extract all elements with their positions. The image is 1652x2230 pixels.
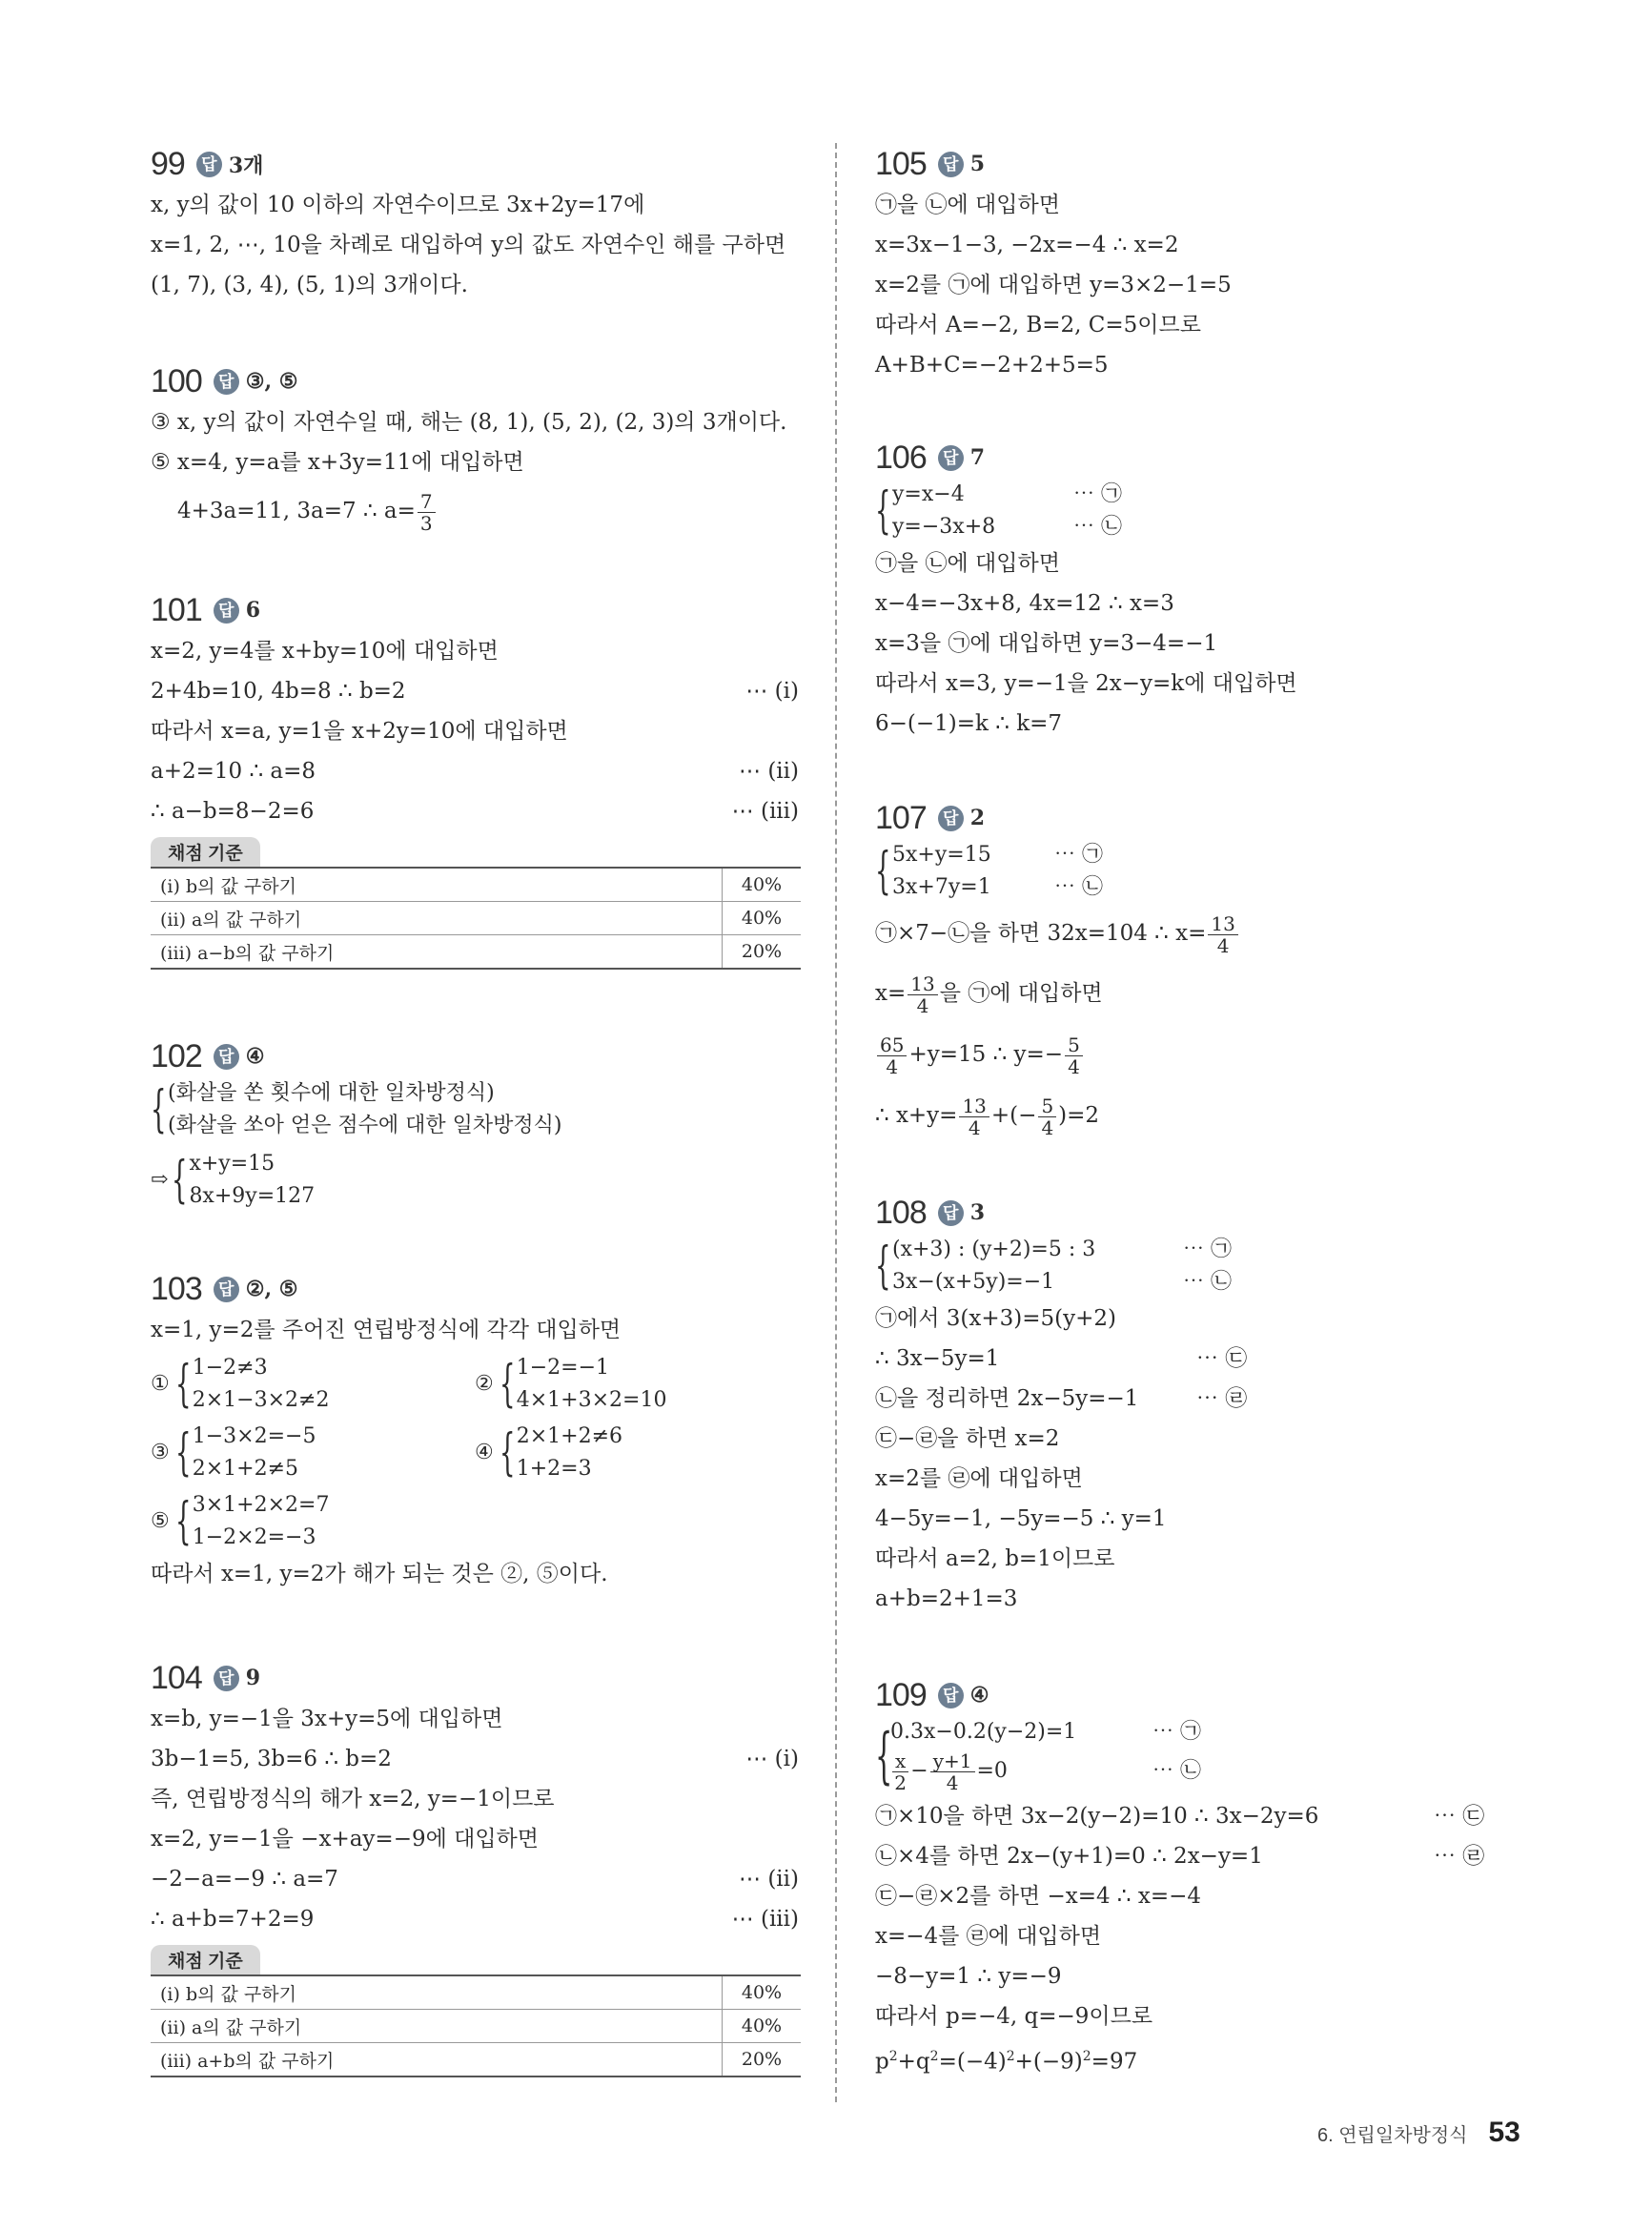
equation (890, 1716, 1234, 1747)
answer-badge: 답 (938, 1683, 964, 1708)
solution-line: (1, 7), (3, 4), (5, 1)의 3개이다. (151, 273, 468, 297)
problem-107 (875, 797, 1523, 1146)
exponent: 2 (888, 2049, 898, 2064)
solution-line: 즉, 연립방정식의 해가 x=2, y=−1이므로 (151, 1787, 555, 1811)
answer: ③, ⑤ (245, 369, 298, 394)
fraction (930, 1750, 975, 1793)
equation (892, 839, 1140, 871)
solution-line: x=2, y=−1을 −x+ay=−9에 대입하면 (151, 1827, 539, 1852)
answer: 6 (245, 598, 261, 623)
solution-line (151, 751, 799, 791)
text: 3x+7y=1 (892, 875, 991, 899)
equation: 1+2=3 (516, 1457, 592, 1481)
denominator: 4 (1068, 1054, 1080, 1078)
criteria-percent: 40% (723, 2010, 802, 2043)
criteria-percent: 20% (723, 2043, 802, 2077)
text: 3b−1=5, 3b=6 ∴ b=2 (151, 1747, 392, 1771)
answer-badge: 답 (214, 598, 239, 624)
brace: { (174, 1493, 192, 1550)
text: 을 ㉠에 대입하면 (939, 981, 1103, 1006)
text: ㉠×10을 하면 3x−2(y−2)=10 ∴ 3x−2y=6 (875, 1804, 1319, 1829)
denominator: 4 (886, 1054, 899, 1078)
criteria-title: 채점 기준 (151, 837, 260, 867)
criteria-item: (i) b의 값 구하기 (151, 868, 723, 902)
exponent: 2 (1006, 2049, 1015, 2064)
page-footer (1317, 2117, 1520, 2149)
solution-line: 따라서 x=a, y=1을 x+2y=10에 대입하면 (151, 719, 568, 744)
option-row (151, 1421, 799, 1485)
solution-line: A+B+C=−2+2+5=5 (875, 353, 1109, 378)
text: y=−3x+8 (892, 515, 996, 539)
solution-line (875, 1024, 1523, 1085)
equation-marker: ⋯ ㉡ (1054, 875, 1103, 899)
numerator: 65 (877, 1034, 907, 1056)
solution-line (151, 791, 799, 831)
problem-number: 107 (875, 799, 927, 836)
problem-number: 109 (875, 1676, 927, 1713)
criteria-percent: 40% (723, 868, 802, 902)
solution-line (875, 1379, 1523, 1419)
table-row (151, 2043, 801, 2077)
text: 3x−(x+5y)=−1 (892, 1270, 1055, 1294)
equation-marker: ⋯ ㉠ (1054, 843, 1103, 867)
step-marker: ⋯ (ii) (739, 759, 799, 784)
text: −2−a=−9 ∴ a=7 (151, 1867, 338, 1892)
option-3 (151, 1421, 475, 1485)
solution-line: 6−(−1)=k ∴ k=7 (875, 711, 1063, 736)
criteria-table (151, 1974, 801, 2077)
text: ∴ a+b=7+2=9 (151, 1907, 315, 1932)
equation-marker: ⋯ ㉣ (1196, 1386, 1248, 1411)
equation: 2×1+2≠5 (192, 1457, 299, 1481)
text: a+2=10 ∴ a=8 (151, 759, 316, 784)
criteria-title: 채점 기준 (151, 1945, 260, 1974)
problem-100 (151, 360, 799, 540)
equation-system (875, 1716, 1523, 1796)
solution-line: −8−y=1 ∴ y=−9 (875, 1964, 1062, 1989)
problem-104 (151, 1657, 799, 2077)
numerator: 13 (959, 1095, 989, 1117)
answer: ④ (969, 1683, 989, 1708)
numerator: 13 (1208, 913, 1237, 935)
equation-system (151, 1148, 799, 1213)
solution-line: x=2를 ㉣에 대입하면 (875, 1466, 1083, 1491)
option-number: ⑤ (151, 1509, 170, 1533)
step-marker: ⋯ (i) (745, 1747, 799, 1771)
text: +y=15 ∴ y=− (908, 1042, 1064, 1067)
equation (892, 511, 1140, 543)
answer: ④ (245, 1044, 265, 1069)
solution-line: x=2를 ㉠에 대입하면 y=3×2−1=5 (875, 273, 1232, 297)
criteria-percent: 20% (723, 935, 802, 970)
equation (892, 479, 1140, 511)
answer-badge: 답 (214, 369, 239, 395)
solution-line (875, 1796, 1523, 1836)
problem-number: 103 (151, 1270, 202, 1307)
solution-line (875, 2036, 1523, 2077)
equation: 2×1−3×2≠2 (192, 1388, 330, 1412)
numerator: 7 (418, 491, 436, 513)
solution-line: a+b=2+1=3 (875, 1586, 1018, 1611)
text: p (875, 2049, 889, 2075)
criteria-item: (iii) a−b의 값 구하기 (151, 935, 723, 970)
solution-line (151, 1739, 799, 1779)
solution-line (151, 482, 799, 540)
problem-99 (151, 143, 799, 305)
fraction (1065, 1034, 1083, 1077)
problem-number: 102 (151, 1037, 202, 1074)
table-row (151, 1975, 801, 2010)
step-marker: ⋯ (ii) (739, 1867, 799, 1892)
numerator: y+1 (930, 1750, 975, 1772)
fraction (877, 1034, 907, 1077)
denominator: 2 (894, 1770, 907, 1794)
equation: (화살을 쏘아 얻은 점수에 대한 일차방정식) (168, 1114, 562, 1137)
step-marker: ⋯ (iii) (731, 799, 799, 824)
option-5 (151, 1489, 475, 1554)
fraction (959, 1095, 989, 1138)
step-marker: ⋯ (i) (745, 679, 799, 704)
answer-badge: 답 (214, 1666, 239, 1691)
option-4 (475, 1421, 799, 1485)
equation: 2×1+2≠6 (516, 1424, 623, 1448)
answer-badge: 답 (938, 152, 964, 177)
column-divider (835, 143, 837, 2102)
problem-number: 108 (875, 1194, 927, 1231)
solution-line: ㉠을 ㉡에 대입하면 (875, 551, 1060, 576)
solution-line: x=−4를 ㉣에 대입하면 (875, 1924, 1102, 1949)
text: =97 (1091, 2049, 1138, 2075)
brace: { (875, 1238, 891, 1295)
equation (892, 871, 1140, 904)
solution-line: x−4=−3x+8, 4x=12 ∴ x=3 (875, 591, 1174, 616)
problem-number: 100 (151, 362, 202, 399)
fraction (418, 491, 436, 534)
solution-line: x=3을 ㉠에 대입하면 y=3−4=−1 (875, 631, 1218, 656)
solution-line (875, 1085, 1523, 1146)
answer-badge: 답 (214, 1044, 239, 1070)
problem-108 (875, 1192, 1523, 1619)
solution-line (875, 904, 1523, 963)
solution-line: ㉠을 ㉡에 대입하면 (875, 193, 1060, 217)
option-1 (151, 1352, 475, 1417)
fraction (908, 973, 937, 1016)
brace: { (174, 1424, 192, 1482)
text: =(−4) (938, 2049, 1007, 2075)
numerator: 5 (1065, 1034, 1083, 1056)
solution-line: ㉠에서 3(x+3)=5(y+2) (875, 1306, 1116, 1331)
text: )=2 (1058, 1103, 1100, 1128)
option-number: ③ (151, 1441, 170, 1464)
answer: ②, ⑤ (245, 1277, 298, 1301)
solution-line: 따라서 p=−4, q=−9이므로 (875, 2004, 1153, 2029)
answer: 3 (969, 1200, 986, 1225)
fraction (1038, 1095, 1056, 1138)
equation-system (875, 479, 1523, 543)
criteria-item: (i) b의 값 구하기 (151, 1975, 723, 2010)
text: 5x+y=15 (892, 843, 991, 867)
text: ∴ 3x−5y=1 (875, 1346, 1000, 1371)
option-2 (475, 1352, 799, 1417)
option-number: ④ (475, 1441, 494, 1464)
solution-line: ㉢−㉣을 하면 x=2 (875, 1426, 1060, 1451)
option-row (151, 1489, 799, 1554)
equation: (화살을 쏜 횟수에 대한 일차방정식) (168, 1081, 495, 1105)
text: +q (897, 2049, 930, 2075)
problem-109 (875, 1674, 1523, 2077)
solution-line (875, 1339, 1523, 1379)
criteria-percent: 40% (723, 1975, 802, 2010)
fraction (892, 1750, 908, 1793)
answer: 2 (969, 806, 986, 830)
option-number: ② (475, 1372, 494, 1396)
solution-line (151, 671, 799, 711)
equation-system (875, 839, 1523, 904)
numerator: 5 (1038, 1095, 1056, 1117)
answer: 5 (969, 152, 986, 176)
text: y=x−4 (892, 482, 965, 506)
brace: { (875, 1721, 893, 1791)
equation: 8x+9y=127 (189, 1184, 316, 1208)
table-row (151, 868, 801, 902)
text: ∴ x+y= (875, 1103, 958, 1128)
brace: { (499, 1424, 516, 1482)
denominator: 4 (916, 993, 929, 1017)
solution-line: 따라서 x=3, y=−1을 2x−y=k에 대입하면 (875, 671, 1297, 696)
text: ∴ a−b=8−2=6 (151, 799, 315, 824)
answer-badge: 답 (938, 1200, 964, 1226)
brace: { (499, 1356, 516, 1413)
brace: { (174, 1356, 192, 1413)
text: x= (875, 981, 907, 1006)
problem-106 (875, 437, 1523, 744)
solution-line: 따라서 x=1, y=2가 해가 되는 것은 ②, ⑤이다. (151, 1562, 608, 1586)
solution-line: ③ x, y의 값이 자연수일 때, 해는 (8, 1), (5, 2), (2, 3)의 3개이다. (151, 410, 787, 435)
option-row (151, 1352, 799, 1417)
answer-badge: 답 (196, 152, 222, 177)
denominator: 4 (1041, 1115, 1054, 1139)
text: − (910, 1759, 928, 1783)
brace: { (151, 1081, 167, 1138)
equation-marker: ⋯ ㉡ (1073, 515, 1122, 539)
text: 2+4b=10, 4b=8 ∴ b=2 (151, 679, 406, 704)
problem-number: 105 (875, 145, 927, 182)
criteria-percent: 40% (723, 902, 802, 935)
brace: { (172, 1152, 188, 1209)
problem-number: 106 (875, 439, 927, 476)
chapter-title: 6. 연립일차방정식 (1317, 2124, 1468, 2146)
equation-system (875, 1234, 1523, 1299)
text: 0.3x−0.2(y−2)=1 (890, 1720, 1077, 1744)
solution-line: 따라서 a=2, b=1이므로 (875, 1546, 1115, 1571)
solution-line: x=2, y=4를 x+by=10에 대입하면 (151, 639, 499, 664)
problem-105 (875, 143, 1523, 385)
solution-line: x=3x−1−3, −2x=−4 ∴ x=2 (875, 233, 1179, 257)
problem-number: 99 (151, 145, 185, 182)
equation: 4×1+3×2=10 (516, 1388, 667, 1412)
answer: 7 (969, 445, 986, 470)
arrow-icon: ⇨ (151, 1168, 169, 1192)
denominator: 3 (419, 511, 433, 535)
answer: 3개 (228, 153, 264, 178)
table-row (151, 902, 801, 935)
criteria-item: (ii) a의 값 구하기 (151, 902, 723, 935)
text: ㉠×7−㉡을 하면 32x=104 ∴ x= (875, 921, 1207, 946)
answer-badge: 답 (214, 1277, 239, 1302)
equation-marker: ⋯ ㉠ (1152, 1720, 1201, 1744)
text: =0 (976, 1759, 1008, 1783)
page-number: 53 (1488, 2117, 1520, 2148)
equation: 1−2=−1 (516, 1356, 610, 1380)
problem-number: 104 (151, 1659, 202, 1696)
text: 4+3a=11, 3a=7 ∴ a= (177, 499, 416, 523)
answer-badge: 답 (938, 445, 964, 471)
equation-marker: ⋯ ㉠ (1183, 1238, 1232, 1261)
equation (892, 1234, 1254, 1266)
equation (890, 1747, 1234, 1796)
problem-103 (151, 1268, 799, 1594)
text: +(− (990, 1103, 1037, 1128)
step-marker: ⋯ (iii) (731, 1907, 799, 1932)
grading-criteria (151, 837, 799, 970)
table-row (151, 935, 801, 970)
text: (x+3) : (y+2)=5 : 3 (892, 1238, 1096, 1261)
equation (892, 1266, 1254, 1299)
problem-102 (151, 1035, 799, 1213)
equation: 1−3×2=−5 (192, 1424, 316, 1448)
criteria-table (151, 867, 801, 970)
equation-marker: ⋯ ㉠ (1073, 482, 1122, 506)
numerator: 13 (908, 973, 937, 995)
denominator: 4 (1216, 933, 1230, 957)
solution-line: 4−5y=−1, −5y=−5 ∴ y=1 (875, 1506, 1167, 1531)
solution-line: x=1, y=2를 주어진 연립방정식에 각각 대입하면 (151, 1318, 622, 1342)
solution-line (875, 1836, 1523, 1876)
solution-line (151, 1859, 799, 1899)
equation: 1−2≠3 (192, 1356, 268, 1380)
problem-101 (151, 589, 799, 970)
equation-marker: ⋯ ㉢ (1196, 1346, 1248, 1371)
criteria-item: (iii) a+b의 값 구하기 (151, 2043, 723, 2077)
brace: { (875, 843, 891, 900)
equation-system (151, 1077, 799, 1142)
denominator: 4 (968, 1115, 981, 1139)
problem-number: 101 (151, 591, 202, 628)
exponent: 2 (929, 2049, 939, 2064)
answer-badge: 답 (938, 806, 964, 831)
equation: x+y=15 (189, 1152, 275, 1176)
fraction (1208, 913, 1237, 956)
text: +(−9) (1014, 2049, 1083, 2075)
solution-line: ㉢−㉣×2를 하면 −x=4 ∴ x=−4 (875, 1884, 1202, 1909)
option-number: ① (151, 1372, 170, 1396)
equation-marker: ⋯ ㉡ (1152, 1759, 1201, 1783)
solution-line (151, 1899, 799, 1939)
solution-line (875, 963, 1523, 1024)
solution-line: x=1, 2, ⋯, 10을 차례로 대입하여 y의 값도 자연수인 해를 구하면 (151, 233, 786, 257)
numerator: x (892, 1750, 908, 1772)
equation-marker: ⋯ ㉡ (1183, 1270, 1232, 1294)
solution-line: x, y의 값이 10 이하의 자연수이므로 3x+2y=17에 (151, 193, 645, 217)
solution-line: x=b, y=−1을 3x+y=5에 대입하면 (151, 1707, 503, 1731)
equation: 3×1+2×2=7 (192, 1493, 330, 1517)
text: ㉡을 정리하면 2x−5y=−1 (875, 1386, 1139, 1411)
answer: 9 (245, 1666, 261, 1690)
equation: 1−2×2=−3 (192, 1525, 316, 1549)
solution-line: 따라서 A=−2, B=2, C=5이므로 (875, 313, 1201, 338)
table-row (151, 2010, 801, 2043)
equation-marker: ⋯ ㉣ (1434, 1844, 1485, 1869)
criteria-item: (ii) a의 값 구하기 (151, 2010, 723, 2043)
equation-marker: ⋯ ㉢ (1434, 1804, 1485, 1829)
exponent: 2 (1082, 2049, 1091, 2064)
brace: { (875, 482, 891, 540)
solution-line: ⑤ x=4, y=a를 x+3y=11에 대입하면 (151, 450, 524, 475)
grading-criteria (151, 1945, 799, 2077)
text: ㉡×4를 하면 2x−(y+1)=0 ∴ 2x−y=1 (875, 1844, 1263, 1869)
denominator: 4 (946, 1770, 959, 1794)
